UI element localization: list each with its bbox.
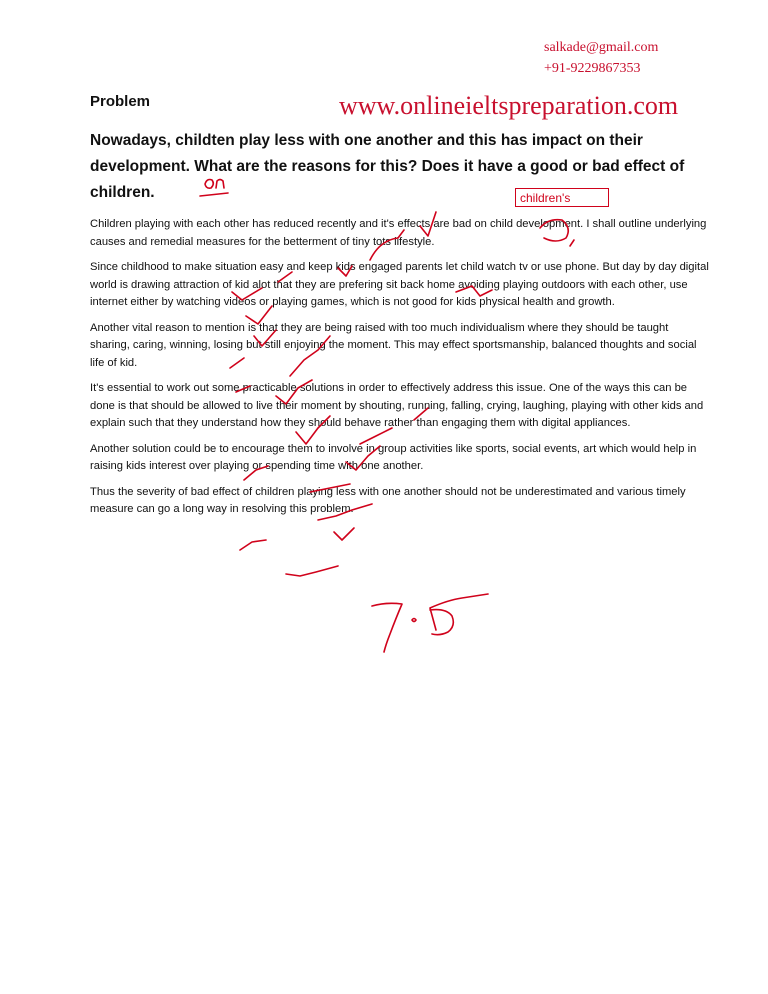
check-mark xyxy=(286,566,338,576)
phone-text: +91-9229867353 xyxy=(544,61,641,76)
essay-paragraph: It's essential to work out some practicable solutions in order to effectively address this issue. One of the ways this can be done is that should be allowed to live their moment by shouting, running, falling, crying, laughing, playing with other kids and explain such that they understand how they should behave rather than engaging them with digital appliances. xyxy=(90,382,704,429)
question-text: Nowadays, childten play less with one another and this has impact on their development. What are the reasons for this? Does it have a good or bad effect of children. xyxy=(90,132,685,201)
essay-paragraph: Another vital reason to mention is that they are being raised with too much individualism where they should be taught sharing, caring, winning, losing but still enjoying the moment. This may effect sportsmanship, balanced thoughts and social life of kid. xyxy=(90,321,697,369)
website-text: www.onlineieltspreparation.com xyxy=(339,91,679,120)
essay-paragraph: Since childhood to make situation easy and keep kids engaged parents let child watch tv or use phone. But day by day digital world is drawing attraction of kid alot that they are prefering sit back home avoiding playing outdoors with each other, use internet either by watching videos or playing games, which is not good for kids physical health and growth. xyxy=(90,261,709,308)
essay-body xyxy=(90,216,710,527)
essay-paragraph: Children playing with each other has reduced recently and it's effects are bad on child development. I shall outline underlying causes and remedial measures for the betterment of tiny tots lifestyle. xyxy=(90,218,707,248)
comment-box: children's xyxy=(515,188,609,207)
essay-paragraph: Another solution could be to encourage them to involve in group activities like sports, social events, art which would help in raising kids interest over playing or spending time with one another. xyxy=(90,442,697,472)
check-mark xyxy=(334,528,354,540)
email-text: salkade@gmail.com xyxy=(544,40,659,55)
score-decimal-point xyxy=(412,619,416,622)
score-digit-seven xyxy=(372,603,402,652)
problem-label: Problem xyxy=(90,93,151,110)
score-digit-five xyxy=(430,594,488,635)
contact-info xyxy=(544,37,658,79)
check-mark xyxy=(240,540,266,550)
essay-paragraph: Thus the severity of bad effect of children playing less with one another should not be underestimated and various timely measure can go a long way in resolving this problem. xyxy=(90,485,686,515)
